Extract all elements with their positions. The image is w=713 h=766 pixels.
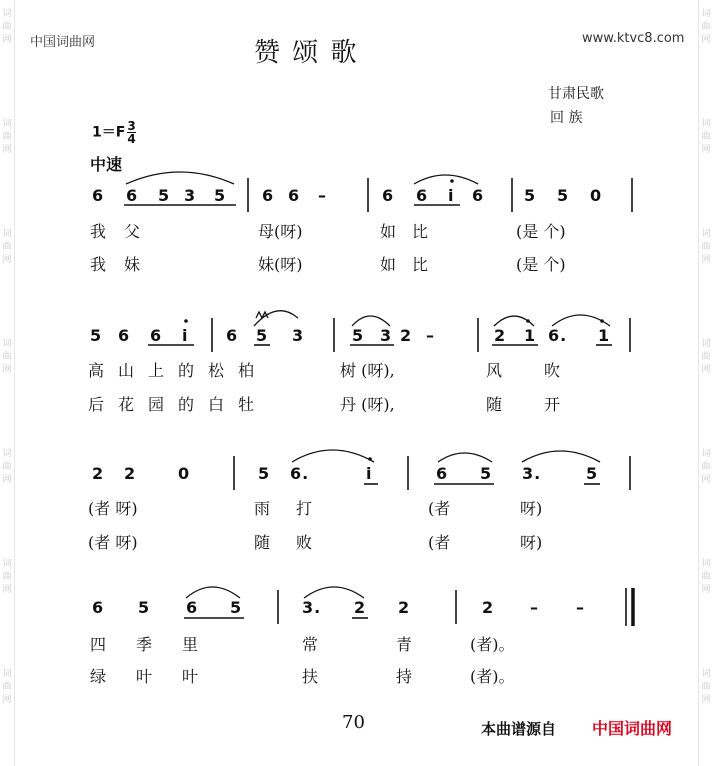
note: 6 — [382, 186, 395, 205]
watermark-char: 网 — [701, 475, 711, 485]
watermark-char: 曲 — [701, 682, 711, 692]
lyric-word: 开 — [544, 395, 561, 414]
note: 5 — [90, 326, 103, 345]
watermark-char: 网 — [701, 145, 711, 155]
note: 2 — [398, 598, 411, 617]
note: 3. — [522, 464, 542, 483]
slur — [254, 311, 298, 326]
note: i — [448, 186, 455, 205]
note: – — [576, 598, 585, 617]
watermark-char: 曲 — [701, 352, 711, 362]
watermark-char: 网 — [2, 585, 12, 595]
lyric-word: 败 — [296, 533, 313, 552]
lyric-word: 父 — [124, 222, 141, 241]
right-watermark-strip — [698, 0, 713, 766]
key-signature — [92, 120, 136, 145]
watermark-char: 网 — [701, 695, 711, 705]
note: – — [426, 326, 435, 345]
lyric-word: 如 — [380, 222, 397, 241]
slur — [292, 450, 374, 462]
octave-dot — [526, 319, 530, 323]
watermark-char: 词 — [701, 669, 711, 679]
watermark-char: 曲 — [2, 242, 12, 252]
watermark-char: 曲 — [2, 352, 12, 362]
slur — [522, 451, 600, 462]
watermark-char: 网 — [701, 255, 711, 265]
note: 6. — [290, 464, 310, 483]
watermark-char: 曲 — [701, 572, 711, 582]
song-origin — [548, 82, 604, 130]
lyric-word: 高山上的松柏 — [88, 361, 269, 380]
note: 5 — [230, 598, 243, 617]
note: 1 — [524, 326, 537, 345]
watermark-char: 词 — [2, 559, 12, 569]
lyric-word: (者 — [428, 499, 451, 518]
slur — [186, 587, 240, 598]
watermark-char: 词 — [2, 9, 12, 19]
note: 6 — [226, 326, 239, 345]
watermark-char: 曲 — [2, 132, 12, 142]
note: 5 — [480, 464, 493, 483]
lyric-word: 扶 — [302, 667, 319, 686]
note: 5 — [524, 186, 537, 205]
watermark-char: 词 — [2, 229, 12, 239]
note: 2 — [92, 464, 105, 483]
lyric-word: 打 — [296, 499, 313, 518]
site-name-header: 中国词曲网 — [30, 35, 96, 50]
site-url-header[interactable]: www.ktvc8.com — [582, 31, 685, 46]
source-site-link[interactable]: 中国词曲网 — [592, 719, 673, 738]
lyric-word: 丹 (呀), — [340, 395, 395, 414]
watermark-char: 曲 — [701, 462, 711, 472]
note: 3 — [292, 326, 305, 345]
watermark-char: 词 — [2, 119, 12, 129]
slur — [494, 316, 534, 326]
lyric-word: 后花园的白牡 — [88, 395, 269, 414]
note: 6 — [436, 464, 449, 483]
note: 2 — [494, 326, 507, 345]
watermark-char: 网 — [2, 255, 12, 265]
note: 6 — [118, 326, 131, 345]
watermark-char: 词 — [701, 449, 711, 459]
source-label: 本曲谱源自 — [481, 720, 557, 738]
left-watermark-strip — [0, 0, 15, 766]
note: i — [366, 464, 373, 483]
lyric-word: 季 — [136, 635, 153, 654]
watermark-char: 网 — [701, 35, 711, 45]
lyric-word: 比 — [412, 222, 429, 241]
watermark-char: 曲 — [2, 572, 12, 582]
octave-dot — [184, 319, 188, 323]
slur — [438, 453, 492, 462]
note: – — [318, 186, 327, 205]
lyric-word: (者 — [428, 533, 451, 552]
lyric-word: 常 — [302, 635, 319, 654]
note: 6 — [416, 186, 429, 205]
lyric-word: 四 — [90, 635, 107, 654]
note: 0 — [178, 464, 191, 483]
note: 6 — [186, 598, 199, 617]
watermark-char: 词 — [701, 229, 711, 239]
watermark-char: 词 — [2, 339, 12, 349]
lyric-word: 绿 — [90, 667, 107, 686]
note: 2 — [400, 326, 413, 345]
watermark-char: 网 — [701, 585, 711, 595]
lyric-word: 妹(呀) — [258, 255, 303, 274]
lyric-word: 我 — [90, 222, 107, 241]
lyric-word: (者 呀) — [88, 499, 138, 518]
watermark-char: 曲 — [2, 682, 12, 692]
note: – — [530, 598, 539, 617]
lyric-word: 我 — [90, 255, 107, 274]
note: 0 — [590, 186, 603, 205]
page-number: 70 — [342, 712, 365, 733]
key-prefix: 1＝F — [92, 124, 126, 141]
note: 6 — [126, 186, 139, 205]
watermark-char: 词 — [701, 339, 711, 349]
note: 5 — [352, 326, 365, 345]
ornament-mark — [256, 312, 268, 318]
time-signature — [127, 120, 135, 145]
note: 6 — [92, 598, 105, 617]
watermark-char: 词 — [701, 9, 711, 19]
watermark-char: 网 — [2, 145, 12, 155]
lyric-word: (者)。 — [470, 635, 515, 654]
note: 6 — [472, 186, 485, 205]
watermark-char: 词 — [701, 559, 711, 569]
slur — [552, 315, 610, 326]
lyric-word: 叶 — [136, 667, 153, 686]
note: 3 — [184, 186, 197, 205]
lyric-word: (者)。 — [470, 667, 515, 686]
watermark-char: 曲 — [701, 132, 711, 142]
lyric-word: (者 呀) — [88, 533, 138, 552]
lyric-word: 呀) — [520, 533, 543, 552]
song-title: 赞 颂 歌 — [254, 38, 359, 68]
note: 5 — [138, 598, 151, 617]
watermark-char: 网 — [2, 35, 12, 45]
watermark-char: 词 — [2, 669, 12, 679]
lyric-word: 吹 — [544, 361, 561, 380]
note: 6 — [92, 186, 105, 205]
lyric-word: 树 (呀), — [340, 361, 395, 380]
lyric-word: 妹 — [124, 255, 141, 274]
octave-dot — [368, 457, 372, 461]
note: 5 — [258, 464, 271, 483]
watermark-char: 网 — [2, 695, 12, 705]
watermark-char: 网 — [2, 365, 12, 375]
watermark-char: 网 — [2, 475, 12, 485]
watermark-char: 曲 — [701, 242, 711, 252]
note: 5 — [214, 186, 227, 205]
watermark-char: 曲 — [2, 462, 12, 472]
slur — [304, 587, 364, 598]
watermark-char: 曲 — [701, 22, 711, 32]
watermark-char: 曲 — [2, 22, 12, 32]
slur — [352, 316, 390, 326]
note: i — [182, 326, 189, 345]
note: 1 — [598, 326, 611, 345]
lyric-word: (是 个) — [516, 222, 566, 241]
note: 2 — [482, 598, 495, 617]
note: 2 — [124, 464, 137, 483]
time-numerator: 3 — [127, 119, 136, 133]
octave-dot — [450, 179, 454, 183]
watermark-char: 词 — [2, 449, 12, 459]
lyric-word: 里 — [182, 635, 199, 654]
lyric-word: 雨 — [254, 499, 271, 518]
note: 5 — [158, 186, 171, 205]
lyric-word: (是 个) — [516, 255, 566, 274]
watermark-char: 词 — [701, 119, 711, 129]
slur — [414, 175, 478, 184]
lyric-word: 随 — [486, 395, 503, 414]
lyric-word: 持 — [396, 667, 413, 686]
lyric-word: 青 — [396, 635, 413, 654]
watermark-char: 网 — [701, 365, 711, 375]
note: 3 — [380, 326, 393, 345]
ethnic-label: 回 族 — [550, 110, 583, 126]
note: 2 — [354, 598, 367, 617]
lyric-word: 如 — [380, 255, 397, 274]
note: 3. — [302, 598, 322, 617]
note: 5 — [256, 326, 269, 345]
tempo-marking: 中速 — [90, 155, 123, 174]
note: 5 — [557, 186, 570, 205]
note: 6 — [262, 186, 275, 205]
time-denominator: 4 — [127, 132, 136, 146]
lyric-word: 随 — [254, 533, 271, 552]
octave-dot — [600, 319, 604, 323]
slur — [126, 172, 234, 184]
lyric-word: 叶 — [182, 667, 199, 686]
note: 5 — [586, 464, 599, 483]
lyric-word: 比 — [412, 255, 429, 274]
note: 6. — [548, 326, 568, 345]
origin-label: 甘肃民歌 — [548, 86, 604, 102]
lyric-word: 风 — [486, 361, 503, 380]
lyric-word: 呀) — [520, 499, 543, 518]
lyric-word: 母(呀) — [258, 222, 303, 241]
note: 6 — [288, 186, 301, 205]
note: 6 — [150, 326, 163, 345]
